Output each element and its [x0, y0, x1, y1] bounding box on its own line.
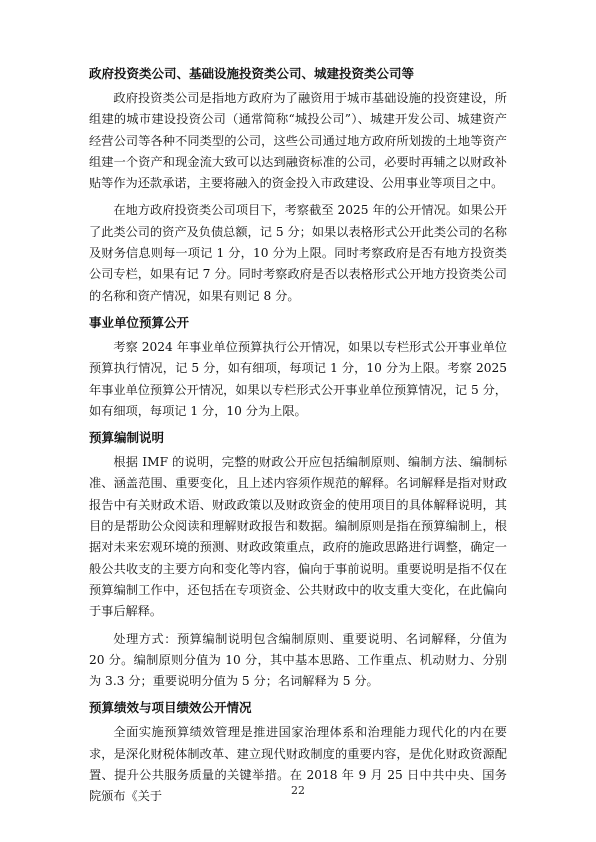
- paragraph: 政府投资类公司是指地方政府为了融资用于城市基础设施的投资建设，所组建的城市建设投资公司（通常简称“城投公司”）、城建开发公司、城建资产经营公司等各种不同类型的公司，这些公司通过地方政府所划拨的土地等资产组建一个资产和现金流大致可以达到融资标准的公司，必要时再辅之以财政补贴等作为还款承诺，主要将融入的资金投入市政建设、公用事业等项目之中。: [89, 91, 507, 191]
- section-heading: 政府投资类公司、基础设施投资类公司、城建投资类公司等: [89, 66, 415, 81]
- page-number: 22: [291, 784, 305, 797]
- document-body: [89, 64, 507, 814]
- paragraph: 在地方政府投资类公司项目下，考察截至 2025 年的公开情况。如果公开了此类公司的资产及负债总额，记 5 分；如果以表格形式公开此类公司的名称及财务信息则每一项记 1 分，10 分为上限。同时考察政府是否有地方投资类公司专栏，如果有记 7 分。同时考察政府是否以表格形式公开地方投资类公司的名称和资产情况，如果有则记 8 分。: [89, 203, 507, 303]
- section-heading: 事业单位预算公开: [89, 314, 190, 330]
- paragraph: 处理方式：预算编制说明包含编制原则、重要说明、名词解释，分值为 20 分。编制原则分值为 10 分，其中基本思路、工作重点、机动财力、分别为 3.3 分；重要说明分值为 5 分；名词解释为 5 分。: [89, 631, 507, 689]
- paragraph: 根据 IMF 的说明，完整的财政公开应包括编制原则、编制方法、编制标准、涵盖范围、重要变化，且上述内容须作规范的解释。名词解释是指对财政报告中有关财政术语、财政政策以及财政资金的使用项目的具体解释说明，其目的是帮助公众阅读和理解财政报告和数据。编制原则是指在预算编制上，根据对未来宏观环境的预测、财政政策重点，政府的施政思路进行调整，确定一般公共收支的主要方向和变化等内容，偏向于事前说明。重要说明是指不仅在预算编制工作中，还包括在专项资金、公共财政中的收支重大变化，在此偏向于事后解释。: [89, 455, 507, 619]
- section-heading: 预算绩效与项目绩效公开情况: [89, 700, 252, 716]
- section-heading: 预算编制说明: [89, 430, 165, 446]
- paragraph: 考察 2024 年事业单位预算执行公开情况，如果以专栏形式公开事业单位预算执行情况，记 5 分，如有细项，每项记 1 分，10 分为上限。考察 2025 年事业单位预算公开情况，如果以专栏形式公开事业单位预算情况，记 5 分，如有细项，每项记 1 分，10 分为上限。: [89, 339, 507, 418]
- paragraph: 全面实施预算绩效管理是推进国家治理体系和治理能力现代化的内在要求，是深化财税体制改革、建立现代财政制度的重要内容，是优化财政资源配置、提升公共服务质量的关键举措。在 2018 年 9 月 25 日中共中央、国务院颁布《关于: [89, 725, 507, 804]
